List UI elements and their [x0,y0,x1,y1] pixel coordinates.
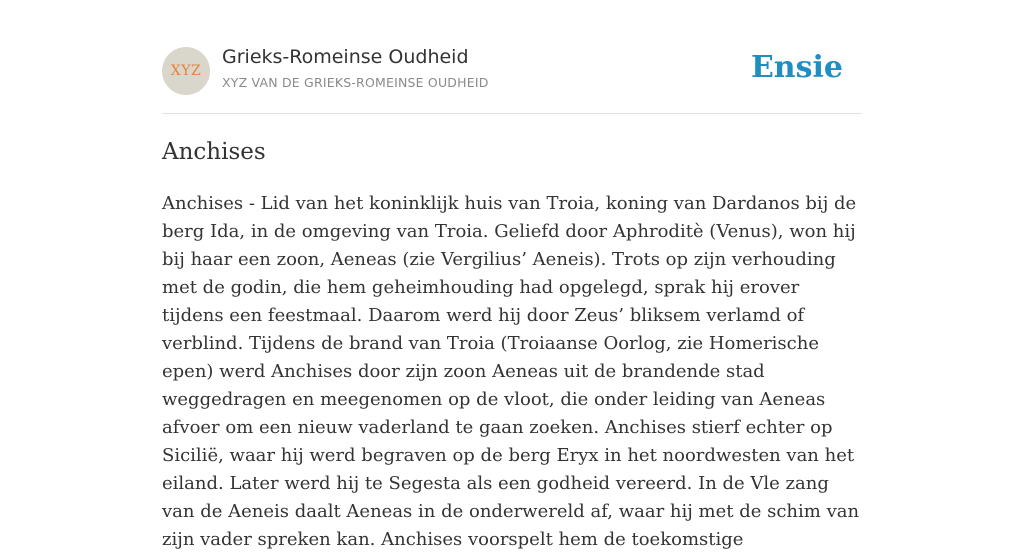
source-title[interactable]: Grieks-Romeinse Oudheid [222,46,469,68]
source-subtitle: XYZ VAN DE GRIEKS-ROMEINSE OUDHEID [222,75,489,90]
entry-title: Anchises [162,139,266,165]
ensie-logo-link[interactable]: Ensie [750,50,843,85]
header-divider [162,113,862,114]
source-avatar[interactable]: XYZ [162,47,210,95]
source-header [162,46,862,96]
entry-body: Anchises - Lid van het koninklijk huis van Troia, koning van Dardanos bij de berg Ida, in de omgeving van Troia. Geliefd door Aphroditè (Venus), won hij bij haar een zoon, Aeneas (zie Vergilius’ Aeneis). Trots op zijn verhouding met de godin, die hem geheimhouding had opgelegd, sprak hij erover tijdens een feestmaal. Daarom werd hij door Zeus’ bliksem verlamd of verblind. Tijdens de brand van Troia (Troiaanse Oorlog, zie Homerische epen) werd Anchises door zijn zoon Aeneas uit de brandende stad weggedragen en meegenomen op de vloot, die onder leiding van Aeneas afvoer om een nieuw vaderland te gaan zoeken. Anchises stierf echter op Sicilië, waar hij werd begraven op de berg Eryx in het noordwesten van het eiland. Later werd hij te Segesta als een godheid vereerd. In de Vle zang van de Aeneis daalt Aeneas in de onderwereld af, waar hij met de schim van zijn vader spreken kan. Anchises voorspelt hem de toekomstige [162,193,860,550]
